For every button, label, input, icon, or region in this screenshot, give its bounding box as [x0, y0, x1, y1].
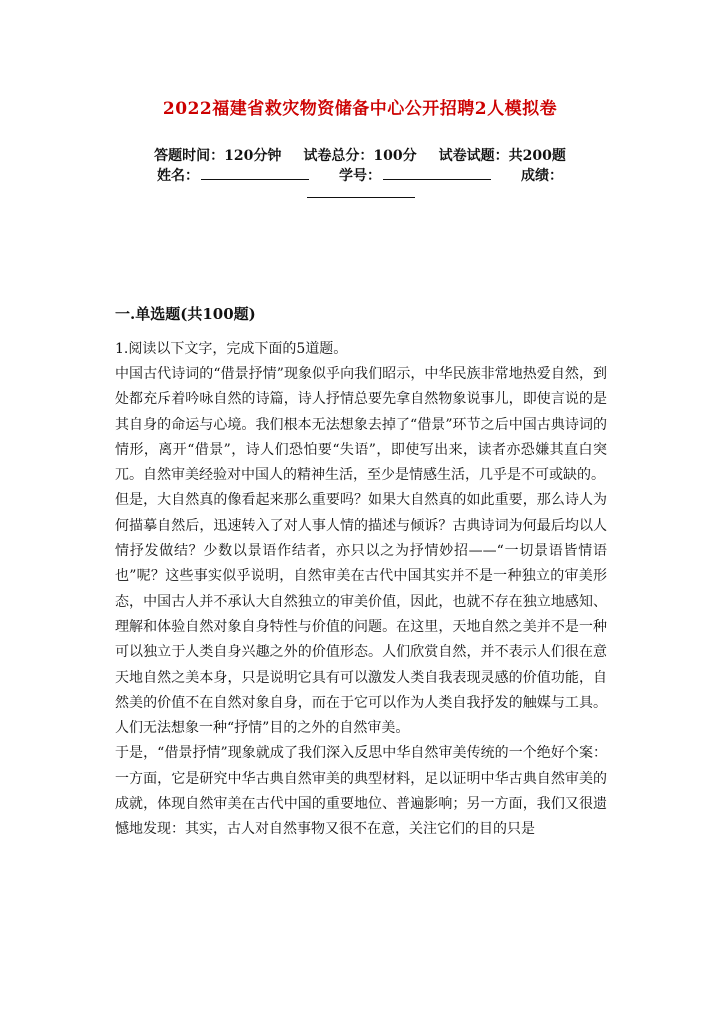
- student-info-row: [0, 165, 720, 185]
- passage-paragraph: 于是，“借景抒情”现象就成了我们深入反思中华自然审美传统的一个绝好个案：一方面，它是研究中华古典自然审美的典型材料，足以证明中华古典自然审美的成就，体现自然审美在古代中国的重要地位、普遍影响；另一方面，我们又很遗憾地发现：其实，古人对自然事物又很不在意，关注它们的目的只是: [115, 745, 607, 838]
- document-title: 2022福建省救灾物资储备中心公开招聘2人模拟卷: [162, 99, 558, 119]
- exam-total-score: 试卷总分：100分: [303, 148, 417, 164]
- score-blank-row: [0, 185, 720, 202]
- exam-info-row: [0, 145, 720, 165]
- reading-passage: [115, 362, 607, 843]
- score-label: 成绩：: [521, 168, 563, 184]
- passage-paragraph: 但是，大自然真的像看起来那么重要吗？如果大自然真的如此重要，那么诗人为何描摹自然后，迅速转入了对人事人情的描述与倾诉？古典诗词为何最后均以人情抒发做结？少数以景语作结者，亦只以之为抒情妙招——“一切景语皆情语也”呢？这些事实似乎说明，自然审美在古代中国其实并不是一种独立的审美形态，中国古人并不承认大自然独立的审美价值，因此，也就不存在独立地感知、理解和体验自然对象自身特性与价值的问题。在这里，天地自然之美并不是一种可以独立于人类自身兴趣之外的价值形态。人们欣赏自然，并不表示人们很在意天地自然之美本身，只是说明它具有可以激发人类自我表现灵感的价值功能，自然美的价值不在自然对象自身，而在于它可以作为人类自我抒发的触媒与工具。人们无法想象一种“抒情”目的之外的自然审美。: [115, 492, 607, 737]
- name-label: 姓名：: [157, 168, 199, 184]
- exam-total-questions: 试卷试题：共200题: [438, 148, 566, 164]
- id-blank: [383, 167, 491, 180]
- score-blank: [307, 185, 415, 198]
- name-blank: [201, 167, 309, 180]
- passage-paragraph: 中国古代诗词的“借景抒情”现象似乎向我们昭示，中华民族非常地热爱自然，到处都充斥着吟咏自然的诗篇，诗人抒情总要先拿自然物象说事儿，即使言说的是其自身的命运与心境。我们根本无法想象去掉了“借景”环节之后中国古典诗词的情形，离开“借景”，诗人们恐怕要“失语”，即使写出来，读者亦恐嫌其直白突兀。自然审美经验对中国人的精神生活，至少是情感生活，几乎是不可或缺的。: [115, 366, 607, 484]
- question-intro: 1.阅读以下文字，完成下面的5道题。: [115, 341, 348, 357]
- exam-time: 答题时间：120分钟: [154, 148, 282, 164]
- id-label: 学号：: [339, 168, 381, 184]
- section-title: 一.单选题(共100题): [115, 305, 256, 323]
